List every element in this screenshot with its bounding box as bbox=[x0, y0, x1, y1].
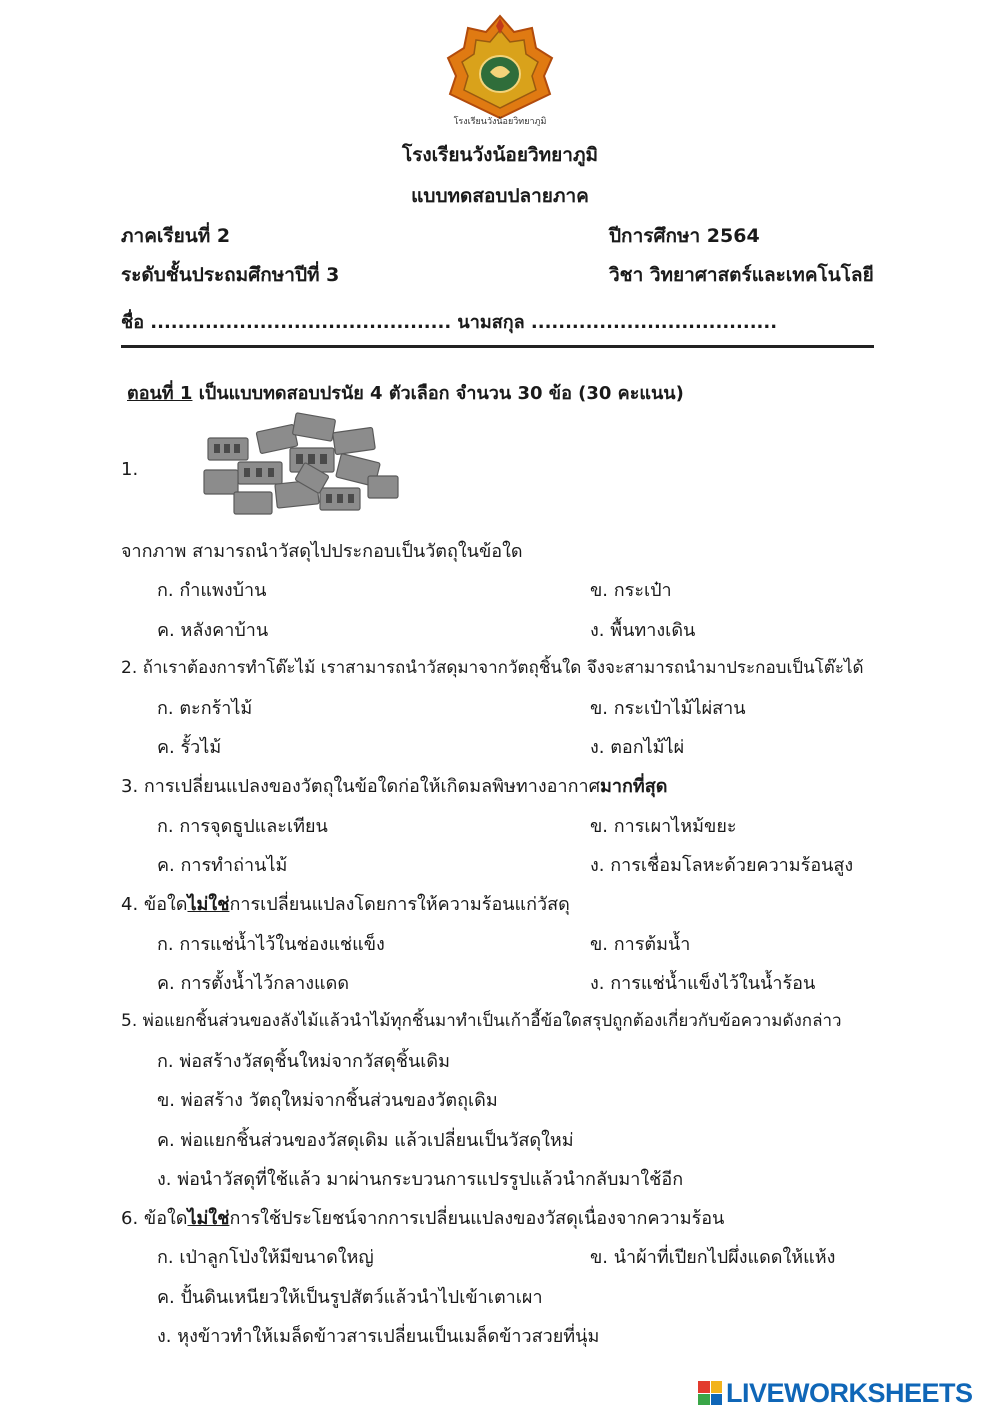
academic-year-label: ปีการศึกษา 2564 bbox=[609, 225, 760, 247]
school-emblem-icon bbox=[440, 14, 560, 126]
question-3-option-a[interactable]: ก. การจุดธูปและเทียน bbox=[157, 816, 328, 837]
question-1-option-a[interactable]: ก. กำแพงบ้าน bbox=[157, 580, 267, 601]
question-4-option-c[interactable]: ค. การตั้งน้ำไว้กลางแดด bbox=[157, 973, 350, 994]
question-3-emphasis: มากที่สุด bbox=[600, 776, 668, 797]
section-description: เป็นแบบทดสอบปรนัย 4 ตัวเลือก จำนวน 30 ข้อ (30 คะแนน) bbox=[192, 383, 684, 404]
question-1-option-d[interactable]: ง. พื้นทางเดิน bbox=[590, 620, 696, 641]
question-2-option-b[interactable]: ข. กระเป๋าไม้ไผ่สาน bbox=[590, 698, 746, 719]
question-2-option-d[interactable]: ง. ตอกไม้ไผ่ bbox=[590, 737, 685, 758]
section-heading bbox=[127, 378, 684, 407]
question-3-option-d[interactable]: ง. การเชื่อมโลหะด้วยความร้อนสูง bbox=[590, 855, 854, 876]
emblem-caption: โรงเรียนวังน้อยวิทยาภูมิ bbox=[453, 117, 547, 126]
grade-label: ระดับชั้นประถมศึกษาปีที่ 3 bbox=[121, 264, 340, 286]
question-5-option-c[interactable]: ค. พ่อแยกชิ้นส่วนของวัสดุเดิม แล้วเปลี่ยนเป็นวัสดุใหม่ bbox=[157, 1130, 574, 1151]
question-3-option-b[interactable]: ข. การเผาไหม้ขยะ bbox=[590, 816, 737, 837]
question-5-text: 5. พ่อแยกชิ้นส่วนของลังไม้แล้วนำไม้ทุกชิ้นมาทำเป็นเก้าอี้ข้อใดสรุปถูกต้องเกี่ยวกับข้อความดังกล่าว bbox=[121, 1011, 842, 1031]
question-4-text-start: 4. ข้อใด bbox=[121, 894, 188, 915]
question-4-emphasis: ไม่ใช่ bbox=[187, 894, 230, 915]
question-6-text-start: 6. ข้อใด bbox=[121, 1208, 188, 1229]
question-2-option-a[interactable]: ก. ตะกร้าไม้ bbox=[157, 698, 253, 719]
subject-label: วิชา วิทยาศาสตร์และเทคโนโลยี bbox=[609, 264, 874, 286]
question-2-text: 2. ถ้าเราต้องการทำโต๊ะไม้ เราสามารถนำวัสดุมาจากวัตถุชิ้นใด จึงจะสามารถนำมาประกอบเป็นโต๊ะได้ bbox=[121, 658, 864, 678]
question-1-text: จากภาพ สามารถนำวัสดุไปประกอบเป็นวัตถุในข้อใด bbox=[121, 541, 523, 562]
liveworksheets-watermark bbox=[698, 1378, 973, 1408]
question-5-option-a[interactable]: ก. พ่อสร้างวัสดุชิ้นใหม่จากวัสดุชิ้นเดิม bbox=[157, 1051, 450, 1072]
exam-title: แบบทดสอบปลายภาค bbox=[411, 185, 589, 207]
question-1-number: 1. bbox=[121, 459, 139, 480]
question-3-option-c[interactable]: ค. การทำถ่านไม้ bbox=[157, 855, 288, 876]
question-1-option-b[interactable]: ข. กระเป๋า bbox=[590, 580, 672, 601]
question-5-option-d[interactable]: ง. พ่อนำวัสดุที่ใช้แล้ว มาผ่านกระบวนการแปรรูปแล้วนำกลับมาใช้อีก bbox=[157, 1169, 684, 1190]
question-4-text-end: การเปลี่ยนแปลงโดยการให้ความร้อนแก่วัสดุ bbox=[229, 894, 570, 915]
question-5-option-b[interactable]: ข. พ่อสร้าง วัตถุใหม่จากชิ้นส่วนของวัตถุเดิม bbox=[157, 1090, 498, 1111]
question-4-option-b[interactable]: ข. การต้มน้ำ bbox=[590, 934, 691, 955]
question-6-option-a[interactable]: ก. เป่าลูกโป่งให้มีขนาดใหญ่ bbox=[157, 1247, 374, 1268]
question-6-option-b[interactable]: ข. นำผ้าที่เปียกไปผึ่งแดดให้แห้ง bbox=[590, 1247, 836, 1268]
semester-label: ภาคเรียนที่ 2 bbox=[121, 225, 231, 247]
question-2-option-c[interactable]: ค. รั้วไม้ bbox=[157, 737, 222, 758]
header-divider bbox=[121, 345, 874, 348]
question-3-text bbox=[121, 771, 667, 800]
liveworksheets-logo-icon bbox=[698, 1381, 722, 1405]
question-6-text-end: การใช้ประโยชน์จากการเปลี่ยนแปลงของวัสดุเนื่องจากความร้อน bbox=[229, 1208, 725, 1229]
student-name-line: ชื่อ ............................................ นามสกุล .................................... bbox=[121, 312, 778, 333]
question-1-option-c[interactable]: ค. หลังคาบ้าน bbox=[157, 620, 269, 641]
section-label: ตอนที่ 1 bbox=[127, 383, 193, 404]
question-4-option-a[interactable]: ก. การแช่น้ำไว้ในช่องแช่แข็ง bbox=[157, 934, 385, 955]
question-3-text-main: 3. การเปลี่ยนแปลงของวัตถุในข้อใดก่อให้เกิดมลพิษทางอากาศ bbox=[121, 776, 601, 797]
question-4-text bbox=[121, 889, 570, 918]
question-6-option-d[interactable]: ง. หุงข้าวทำให้เมล็ดข้าวสารเปลี่ยนเป็นเมล็ดข้าวสวยที่นุ่ม bbox=[157, 1326, 600, 1347]
question-6-option-c[interactable]: ค. ปั้นดินเหนียวให้เป็นรูปสัตว์แล้วนำไปเข้าเตาเผา bbox=[157, 1287, 543, 1308]
question-4-option-d[interactable]: ง. การแช่น้ำแข็งไว้ในน้ำร้อน bbox=[590, 973, 816, 994]
school-name: โรงเรียนวังน้อยวิทยาภูมิ bbox=[401, 144, 599, 166]
liveworksheets-brand: LIVEWORKSHEETS bbox=[726, 1377, 973, 1408]
bricks-image bbox=[198, 408, 404, 520]
question-6-emphasis: ไม่ใช่ bbox=[187, 1208, 230, 1229]
question-6-text bbox=[121, 1203, 724, 1232]
